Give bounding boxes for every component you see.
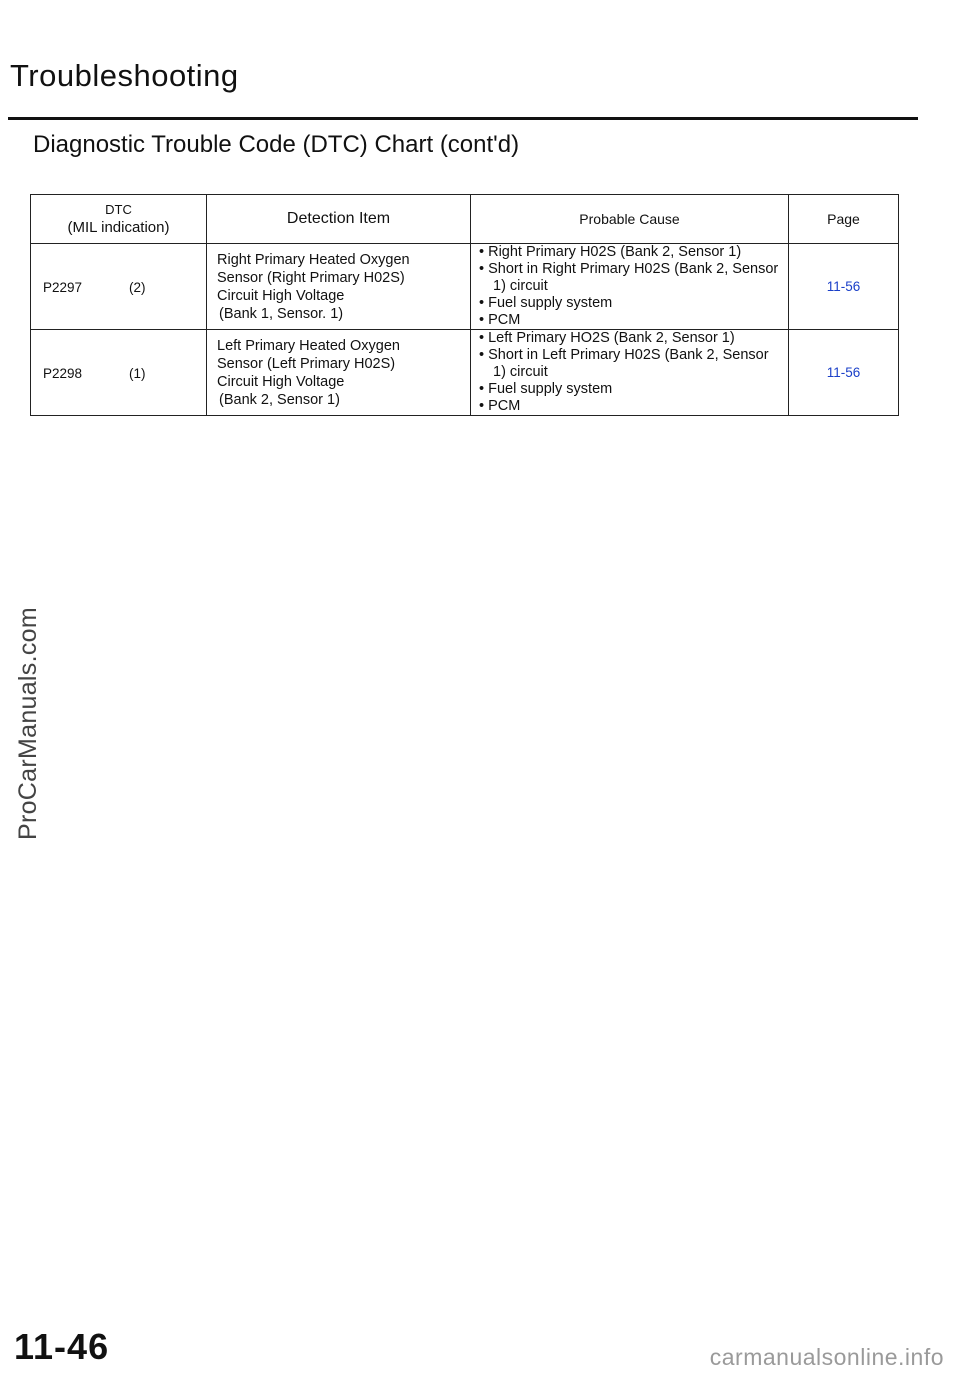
mil-indication: (1) [129, 365, 146, 381]
detection-item-cell [207, 330, 471, 416]
cause-item: • Short in Left Primary H02S (Bank 2, Sensor 1) circuit [479, 347, 784, 381]
detection-line: Circuit High Voltage [217, 373, 345, 390]
dtc-code: P2298 [43, 365, 83, 381]
dtc-chart-table [30, 194, 899, 416]
dtc-cell [31, 330, 207, 416]
header-probable-cause: Probable Cause [471, 195, 789, 244]
cause-list [479, 330, 784, 415]
detection-item-cell [207, 244, 471, 330]
detection-line: (Bank 2, Sensor 1) [219, 391, 340, 408]
header-dtc-label: DTC [105, 202, 132, 217]
section-title: Troubleshooting [10, 58, 239, 93]
table-row [31, 244, 899, 330]
header-detection-item: Detection Item [207, 195, 471, 244]
cause-item: • PCM [479, 398, 784, 415]
cause-item: • Short in Right Primary H02S (Bank 2, Sensor 1) circuit [479, 261, 784, 295]
probable-cause-cell [471, 330, 789, 416]
dtc-cell [31, 244, 207, 330]
table-header-row [31, 195, 899, 244]
table-row [31, 330, 899, 416]
mil-indication: (2) [129, 279, 146, 295]
detection-line: Circuit High Voltage [217, 287, 345, 304]
cause-item: • Left Primary HO2S (Bank 2, Sensor 1) [479, 330, 784, 347]
cause-item: • Fuel supply system [479, 381, 784, 398]
detection-line: (Bank 1, Sensor. 1) [219, 305, 344, 322]
detection-line: Sensor (Left Primary H02S) [217, 355, 396, 372]
chart-title: Diagnostic Trouble Code (DTC) Chart (cont'd) [33, 131, 520, 158]
header-page: Page [789, 195, 899, 244]
header-dtc [31, 195, 207, 244]
watermark: ProCarManuals.com [14, 607, 42, 840]
cause-list [479, 244, 784, 329]
page-number: 11-46 [14, 1326, 110, 1367]
detection-line: Sensor (Right Primary H02S) [217, 269, 405, 286]
cause-item: • Right Primary H02S (Bank 2, Sensor 1) [479, 244, 784, 261]
probable-cause-cell [471, 244, 789, 330]
detection-line: Left Primary Heated Oxygen [217, 337, 400, 354]
dtc-code: P2297 [43, 279, 83, 295]
title-divider [8, 117, 918, 120]
cause-item: • Fuel supply system [479, 295, 784, 312]
cause-item: • PCM [479, 312, 784, 329]
header-mil-label: (MIL indication) [67, 219, 170, 236]
page-reference-link[interactable]: 11-56 [789, 330, 899, 416]
footer-site-text: carmanualsonline.info [709, 1344, 944, 1370]
page-reference-link[interactable]: 11-56 [789, 244, 899, 330]
detection-line: Right Primary Heated Oxygen [217, 251, 410, 268]
